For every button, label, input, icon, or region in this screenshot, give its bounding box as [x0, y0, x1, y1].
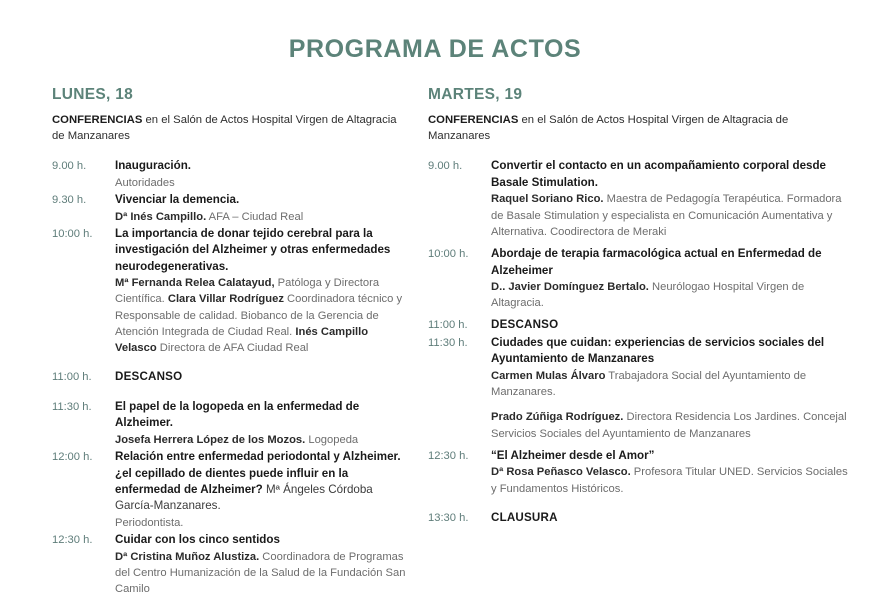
entry-title: Cuidar con los cinco sentidos [115, 532, 408, 548]
schedule-entry [52, 226, 408, 357]
program-columns [0, 86, 870, 598]
entry-time: 10:00 h. [52, 226, 115, 243]
schedule-entry [428, 510, 852, 527]
entry-title: DESCANSO [491, 317, 852, 333]
entry-detail: Periodontista. [115, 515, 408, 531]
entry-time: 12:00 h. [52, 449, 115, 466]
speaker-role: Neurólogao Hospital Virgen de Altagracia. [491, 281, 804, 309]
entry-detail [491, 368, 852, 400]
entry-detail [491, 279, 852, 311]
schedule-entry [52, 192, 408, 225]
entry-time: 12:30 h. [428, 448, 491, 465]
entry-body [115, 369, 408, 385]
venue-line-lunes [52, 113, 408, 144]
entry-title-inline-name: Mª Ángeles Córdoba García-Manzanares. [115, 483, 373, 512]
speaker-name: Dª Rosa Peñasco Velasco. [491, 466, 631, 478]
entry-body [491, 335, 852, 442]
schedule-entry [428, 448, 852, 497]
schedule-entry [52, 158, 408, 191]
entry-time: 11:00 h. [428, 317, 491, 334]
speaker-name: Mª Fernanda Relea Calatayud, [115, 277, 275, 289]
entry-time: 11:00 h. [52, 369, 115, 386]
venue-text-lunes: en el Salón de Actos Hospital Virgen de Altagracia de Manzanares [52, 114, 397, 142]
entry-detail: Autoridades [115, 175, 408, 191]
speaker-role: Maestra de Pedagogía Terapéutica. Formadora de Basale Stimulation y especialista en Comunicación Aumentativa y Alternativa. Coodirectora de Meraki [491, 193, 842, 237]
schedule-entry [52, 399, 408, 448]
entry-time: 9.00 h. [428, 158, 491, 175]
entry-body [491, 158, 852, 240]
speaker-role: Patóloga y Directora Científica. [115, 277, 379, 305]
entry-title [115, 449, 408, 515]
speaker-name-2: Clara Villar Rodríguez [168, 293, 284, 305]
entry-detail [115, 549, 408, 598]
day-heading-lunes: LUNES, 18 [52, 86, 408, 104]
speaker-role-3: Directora de AFA Ciudad Real [157, 342, 309, 354]
speaker-name: Josefa Herrera López de los Mozos. [115, 434, 305, 446]
schedule-list-martes [428, 158, 852, 526]
speaker-name: D.. Javier Domínguez Bertalo. [491, 281, 649, 293]
speaker-role: Coordinadora de Programas del Centro Humanización de la Salud de la Fundación San Camilo [115, 551, 405, 595]
schedule-entry [52, 532, 408, 597]
entry-body [491, 448, 852, 497]
entry-body [115, 226, 408, 357]
entry-body [115, 449, 408, 531]
entry-title: Convertir el contacto en un acompañamiento corporal desde Basale Stimulation. [491, 158, 852, 191]
entry-title: Inauguración. [115, 158, 408, 174]
venue-text-martes: en el Salón de Actos Hospital Virgen de Altagracia de Manzanares [428, 114, 788, 142]
speaker-name: Dª Inés Campillo. [115, 211, 206, 223]
entry-body [491, 246, 852, 311]
entry-time: 11:30 h. [52, 399, 115, 416]
page-title: PROGRAMA DE ACTOS [0, 0, 870, 64]
speaker-name: Carmen Mulas Álvaro [491, 370, 605, 382]
speaker-role: Directora Residencia Los Jardines. Concejal Servicios Sociales del Ayuntamiento de Manzanares [491, 411, 847, 439]
venue-label-lunes: CONFERENCIAS [52, 114, 142, 126]
entry-body [115, 192, 408, 225]
entry-time: 13:30 h. [428, 510, 491, 527]
schedule-entry [428, 158, 852, 240]
entry-title: La importancia de donar tejido cerebral para la investigación del Alzheimer y otras enfermedades neurodegenerativas. [115, 226, 408, 275]
entry-title: CLAUSURA [491, 510, 852, 526]
schedule-entry [52, 449, 408, 531]
speaker-role: Trabajadora Social del Ayuntamiento de Manzanares. [491, 370, 806, 398]
entry-time: 9.00 h. [52, 158, 115, 175]
entry-time: 10:00 h. [428, 246, 491, 263]
entry-title: Vivenciar la demencia. [115, 192, 408, 208]
speaker-name-3: Inés Campillo Velasco [115, 326, 368, 354]
entry-title: Abordaje de terapia farmacológica actual en Enfermedad de Alzeheimer [491, 246, 852, 279]
speaker-role: AFA – Ciudad Real [206, 211, 303, 223]
entry-body [491, 510, 852, 526]
speaker-name: Dª Cristina Muñoz Alustiza. [115, 551, 259, 563]
schedule-entry [428, 335, 852, 442]
speaker-name: Raquel Soriano Rico. [491, 193, 604, 205]
schedule-entry [428, 317, 852, 334]
entry-time: 9.30 h. [52, 192, 115, 209]
entry-body [115, 532, 408, 597]
entry-title: El papel de la logopeda en la enfermedad de Alzheimer. [115, 399, 408, 432]
entry-time: 12:30 h. [52, 532, 115, 549]
schedule-entry [52, 369, 408, 386]
speaker-role-2: Coordinadora técnico y Responsable de calidad. Biobanco de la Gerencia de Atención Integrada de Ciudad Real. [115, 293, 402, 337]
entry-detail [491, 464, 852, 496]
day-column-martes [420, 86, 870, 528]
schedule-entry [428, 246, 852, 311]
entry-detail [491, 409, 852, 441]
entry-title: DESCANSO [115, 369, 408, 385]
entry-detail [115, 209, 408, 225]
speaker-name: Prado Zúñiga Rodríguez. [491, 411, 623, 423]
entry-body [491, 317, 852, 333]
entry-body [115, 158, 408, 191]
schedule-list-lunes [52, 158, 408, 597]
day-column-lunes [0, 86, 420, 598]
entry-title: “El Alzheimer desde el Amor” [491, 448, 852, 464]
entry-detail [115, 432, 408, 448]
entry-detail [115, 275, 408, 356]
day-heading-martes: MARTES, 19 [428, 86, 852, 104]
speaker-role: Profesora Titular UNED. Servicios Sociales y Fundamentos Históricos. [491, 466, 848, 494]
speaker-role: Logopeda [305, 434, 358, 446]
entry-detail [491, 191, 852, 240]
entry-title: Ciudades que cuidan: experiencias de servicios sociales del Ayuntamiento de Manzanares [491, 335, 852, 368]
entry-title-text: Relación entre enfermedad periodontal y Alzheimer. ¿el cepillado de dientes puede influir en la enfermedad de Alzheimer? [115, 450, 401, 496]
entry-time: 11:30 h. [428, 335, 491, 352]
venue-label-martes: CONFERENCIAS [428, 114, 518, 126]
venue-line-martes [428, 113, 800, 144]
entry-body [115, 399, 408, 448]
